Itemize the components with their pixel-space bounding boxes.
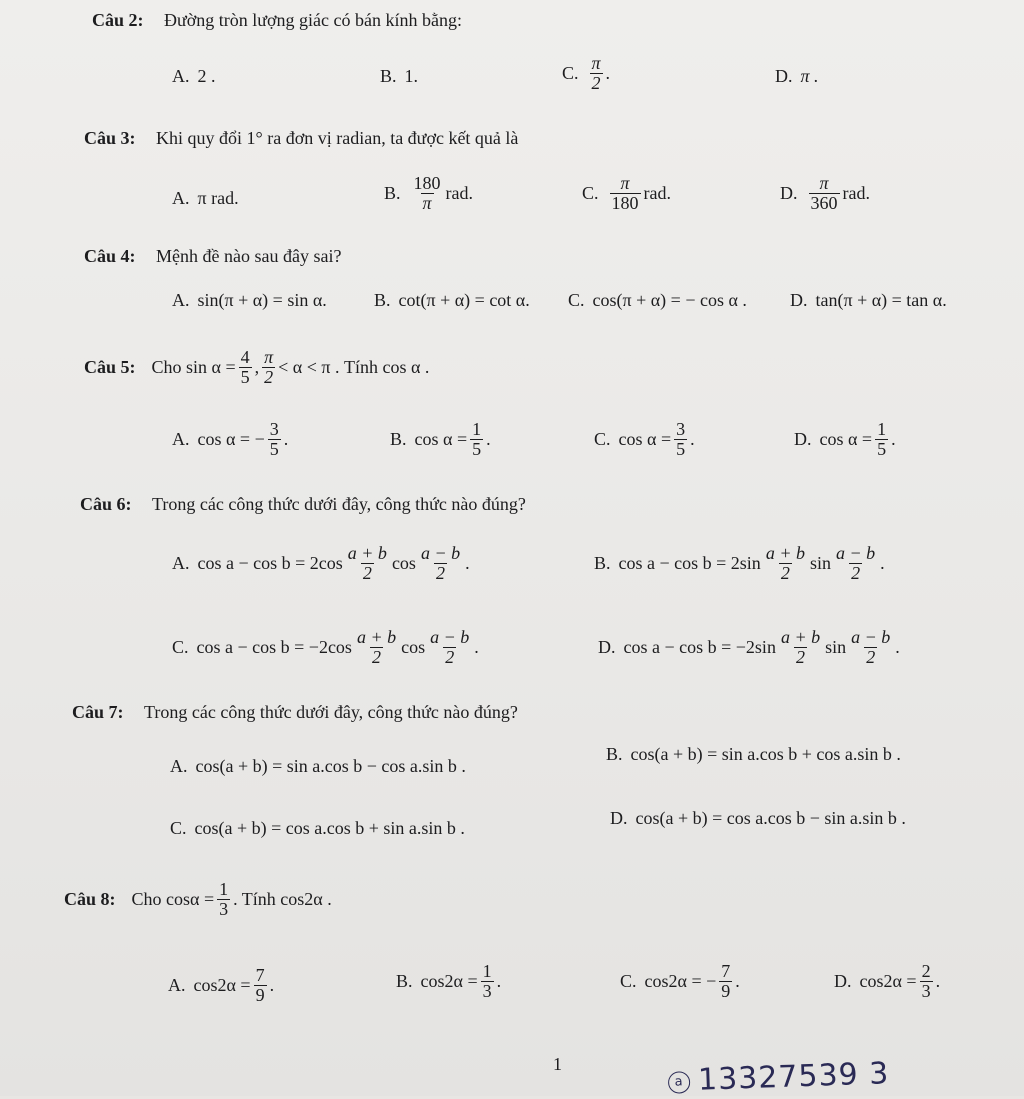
question-2-stem [92,10,462,31]
circled-mark-icon: a [668,1071,691,1094]
option-text: 1. [404,66,419,86]
option-b: B. cos(a + b) = sin a.cos b + cos a.sin b . [606,744,901,764]
option-d: D. cos(a + b) = cos a.cos b − sin a.sin b . [610,808,906,828]
option-text: 2 . [197,66,216,86]
option-label: C. [562,62,579,83]
option-b: B. cot(π + α) = cot α. [374,290,530,310]
fraction: $\frac{\pi}{360}$ [810,173,838,213]
question-7-stem: Câu 7: Trong các công thức dưới đây, công thức nào đúng? [72,702,518,722]
option-b [380,66,418,87]
option-d [775,66,819,87]
fraction: $\frac{180}{\pi}$ [413,173,441,213]
option-b: B. cos2α = $\frac{1}{3}$ . [396,961,502,1001]
option-text: π . [800,66,819,86]
option-a [172,66,216,87]
question-text: Đường tròn lượng giác có bán kính bằng: [164,10,463,30]
option-a: A. cos2α = $\frac{7}{9}$ . [168,965,275,1005]
question-8-stem: Câu 8: Cho cosα = $\frac{1}{3}$ . Tính cos2α . [64,879,332,919]
option-label: D. [775,66,793,86]
option-label: A. [172,66,190,86]
question-text: Khi quy đổi 1° ra đơn vị radian, ta được kết quả là [156,128,519,148]
option-label: B. [380,66,397,86]
option-c: C. $\frac{\pi}{180}$ rad. [582,173,671,213]
question-6-stem: Câu 6: Trong các công thức dưới đây, công thức nào đúng? [80,494,526,514]
option-c: C. cos a − cos b = −2cos $\frac{a + b}{2}$ cos $\frac{a - b}{2}$ . [172,627,479,667]
question-number: Câu 2: [92,10,144,30]
handwritten-note: a 13327539 3 [667,1056,889,1099]
option-c: C. $\frac{\pi}{2}$ . [562,53,611,93]
option-b: B. cos α = $\frac{1}{5}$ . [390,419,491,459]
question-number: Câu 3: [84,128,136,148]
fraction: $\frac{\pi}{180}$ [611,173,639,213]
option-d: D. tan(π + α) = tan α. [790,290,947,310]
option-c: C. cos(a + b) = cos a.cos b + sin a.sin b . [170,818,465,838]
option-b: B. $\frac{180}{\pi}$ rad. [384,173,473,213]
question-4-stem: Câu 4: Mệnh đề nào sau đây sai? [84,246,342,266]
option-a: A. sin(π + α) = sin α. [172,290,327,310]
option-c: C. cos α = $\frac{3}{5}$ . [594,419,695,459]
question-3-stem [84,128,518,149]
page-number: 1 [553,1054,562,1074]
option-a: A. cos α = − $\frac{3}{5}$ . [172,419,289,459]
option-a: A. cos a − cos b = 2cos $\frac{a + b}{2}$ cos $\frac{a - b}{2}$ . [172,543,470,583]
option-a: A. cos(a + b) = sin a.cos b − cos a.sin b . [170,756,466,776]
option-d: D. cos a − cos b = −2sin $\frac{a + b}{2}$ sin $\frac{a - b}{2}$ . [598,627,900,667]
option-a: A. π rad. [172,188,239,208]
fraction: $\frac{\pi}{2}$ [591,53,601,93]
option-d: D. cos2α = $\frac{2}{3}$ . [834,961,941,1001]
question-5-stem: Câu 5: Cho sin α = $\frac{4}{5}$ , $\frac{\pi}{2}$ < α < π . Tính cos α . [84,347,430,387]
option-c: C. cos(π + α) = − cos α . [568,290,747,310]
option-d: D. cos α = $\frac{1}{5}$ . [794,419,896,459]
option-b: B. cos a − cos b = 2sin $\frac{a + b}{2}$ sin $\frac{a - b}{2}$ . [594,543,885,583]
option-c: C. cos2α = − $\frac{7}{9}$ . [620,961,740,1001]
option-d: D. $\frac{\pi}{360}$ rad. [780,173,870,213]
